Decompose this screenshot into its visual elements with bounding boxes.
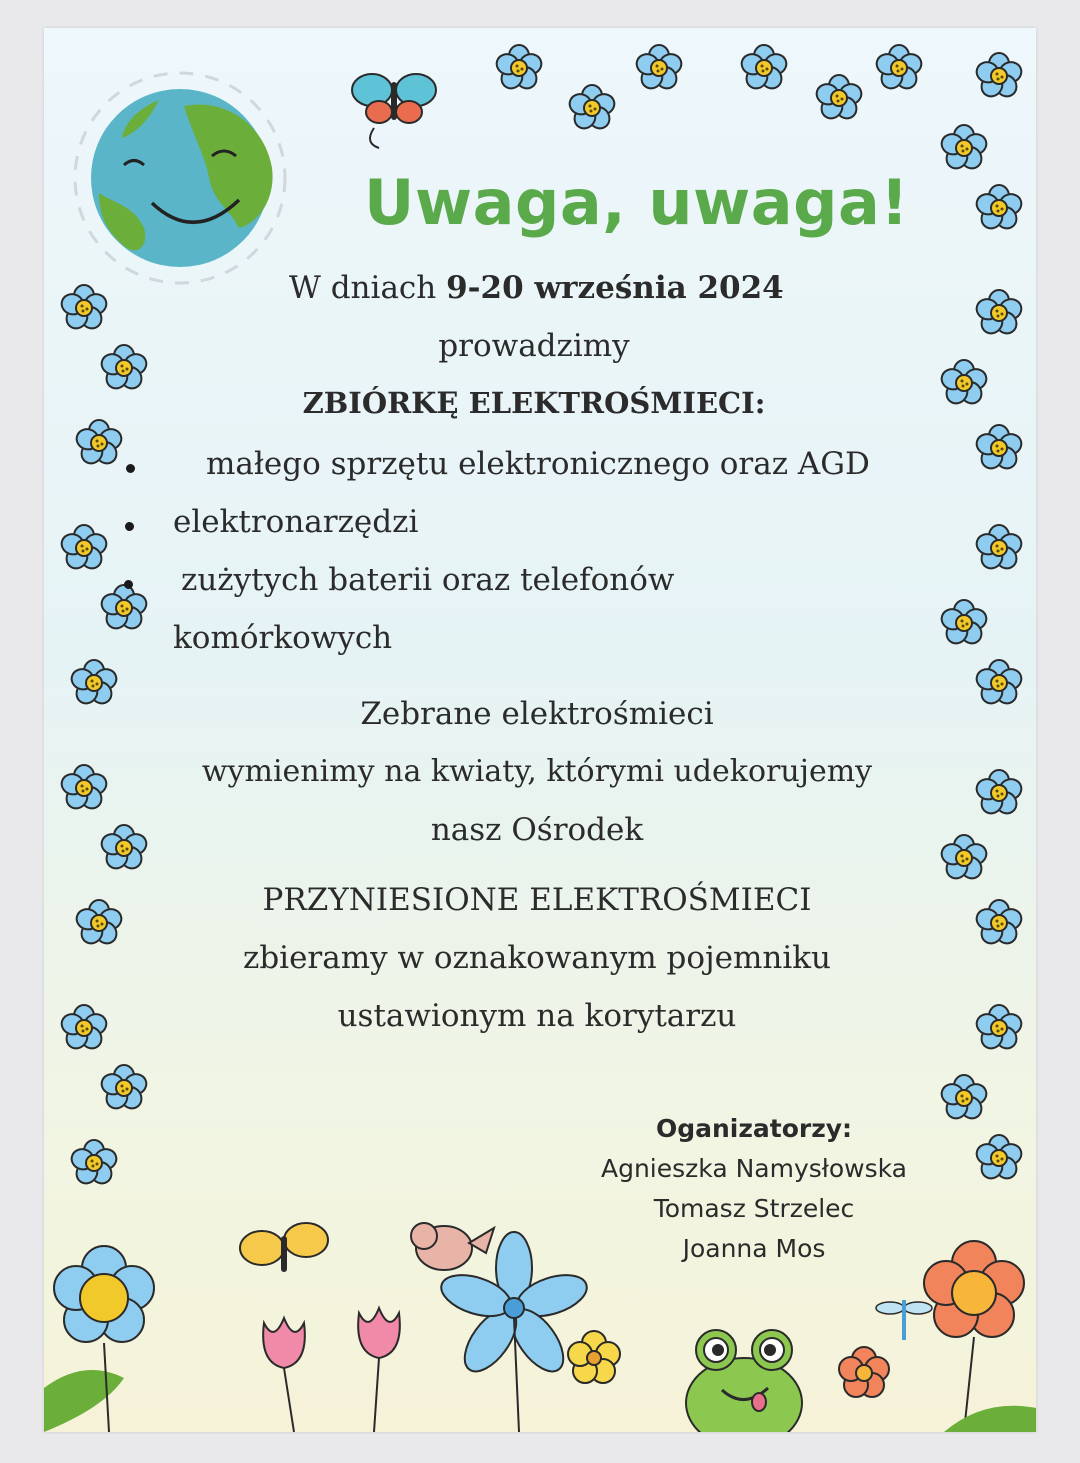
verb-line: prowadzimy — [438, 328, 630, 364]
frog-icon — [686, 1330, 802, 1432]
dropoff-line-2: zbieramy w oznakowanym pojemniku — [242, 940, 832, 976]
small-yellow-flower-icon — [568, 1331, 620, 1383]
list-item — [173, 504, 418, 540]
exchange-line-1: Zebrane elektrośmieci — [360, 696, 714, 732]
exchange-line-2: wymienimy na kwiaty, którymi udekorujemy — [201, 754, 873, 789]
pink-tulip-icon — [263, 1318, 305, 1432]
bullet-icon — [126, 464, 135, 473]
poster — [44, 28, 1036, 1432]
dates-line — [289, 270, 784, 306]
dates-value: 9-20 września 2024 — [446, 270, 784, 306]
bullet-icon — [124, 580, 133, 589]
bird-icon — [411, 1223, 494, 1270]
list-item — [206, 446, 870, 482]
organizer-name: Tomasz Strzelec — [653, 1194, 855, 1223]
page-title: Uwaga, uwaga! — [364, 166, 910, 239]
organizers-title: Oganizatorzy: — [655, 1114, 853, 1143]
dates-prefix: W dniach — [289, 270, 447, 306]
list-item — [181, 562, 674, 598]
earth-smiling-icon — [75, 73, 285, 283]
collection-heading: ZBIÓRKĘ ELEKTROŚMIECI: — [302, 386, 766, 420]
list-item-text: małego sprzętu elektronicznego oraz AGD — [206, 446, 870, 482]
exchange-line-3: nasz Ośrodek — [430, 812, 644, 848]
butterfly-icon — [352, 74, 436, 148]
organizer-name: Joanna Mos — [682, 1234, 826, 1263]
organizer-name: Agnieszka Namysłowska — [600, 1154, 908, 1183]
yellow-butterfly-icon — [240, 1223, 328, 1272]
list-item-continuation — [173, 620, 392, 656]
list-item-text: komórkowych — [173, 620, 393, 656]
bullet-icon — [125, 522, 134, 531]
dropoff-line-1: PRZYNIESIONE ELEKTROŚMIECI — [262, 882, 812, 918]
dropoff-line-3: ustawionym na korytarzu — [337, 998, 737, 1034]
list-item-text: elektronarzędzi — [173, 504, 419, 540]
orange-flower-icon — [924, 1241, 1024, 1432]
dragonfly-icon — [876, 1300, 932, 1340]
list-item-text: zużytych baterii oraz telefonów — [181, 562, 675, 598]
